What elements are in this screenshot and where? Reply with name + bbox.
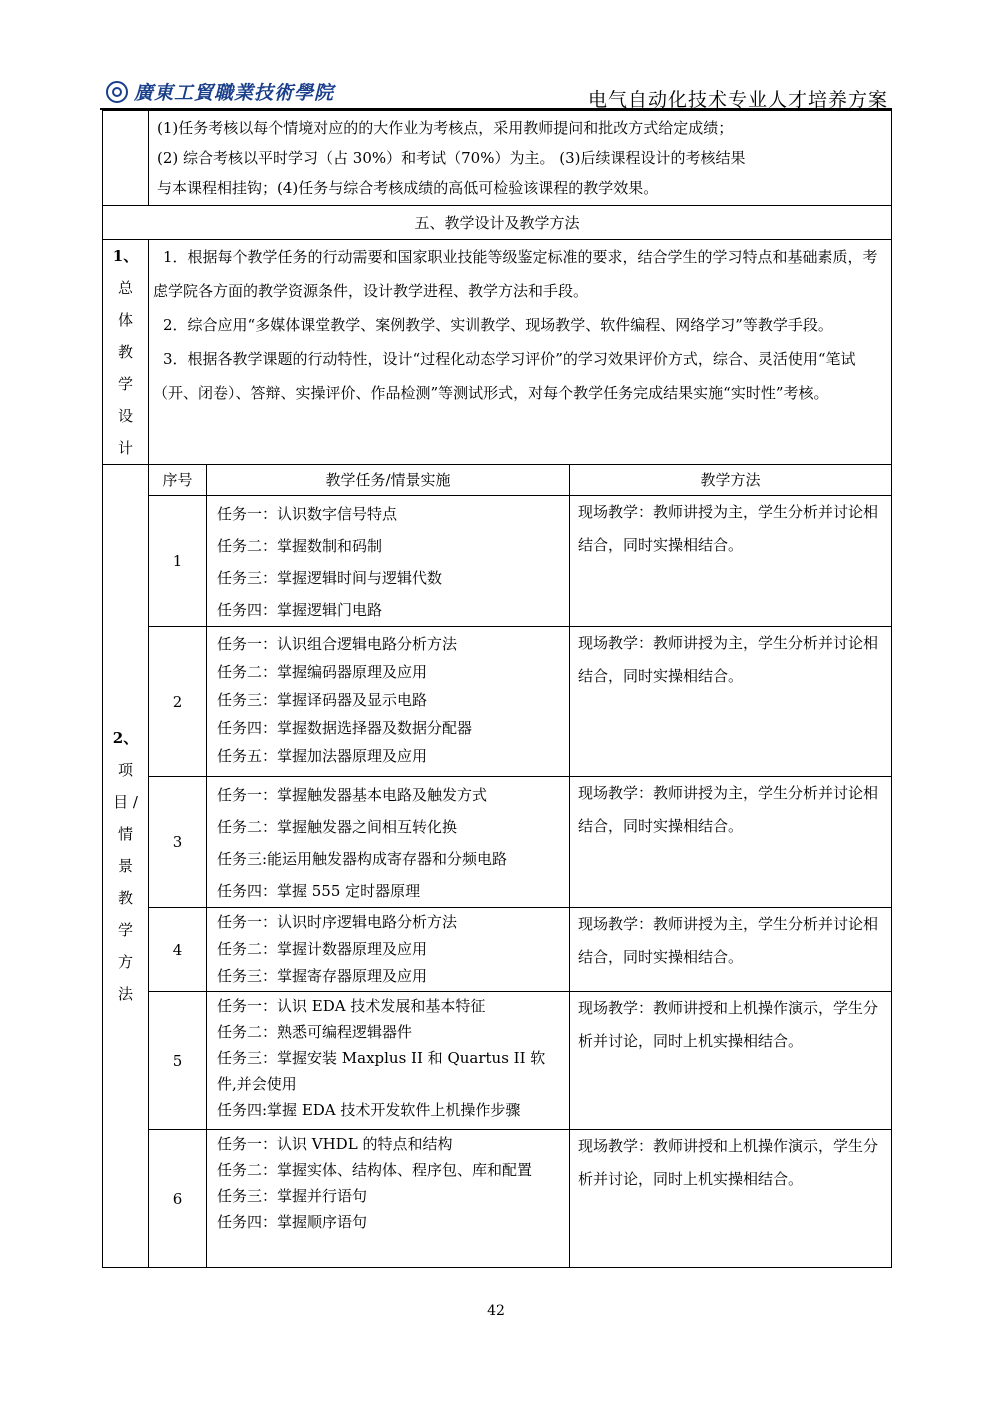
row-tasks: 任务一：认识 EDA 技术发展和基本特征 任务二：熟悉可编程逻辑器件 任务三：掌握安装 Maxplus II 和 Quartus II 软件,并会使用 任务四:掌握 EDA 技术开发软件上机操作步骤 [207, 992, 570, 1130]
header-seq: 序号 [149, 465, 207, 496]
header-tasks: 教学任务/情景实施 [207, 465, 570, 496]
page-number: 42 [487, 1303, 505, 1319]
row-method: 现场教学：教师讲授为主，学生分析并讨论相结合，同时实操相结合。 [570, 496, 892, 627]
methods-header-row [103, 465, 892, 496]
table-row [103, 1130, 892, 1268]
table-row [103, 777, 892, 908]
document-title: 电气自动化技术专业人才培养方案 [587, 89, 888, 111]
page-header [100, 72, 892, 110]
assessment-line: (2) 综合考核以平时学习（占 30%）和考试（70%）为主。 (3)后续课程设计的考核结果 [157, 149, 746, 167]
section-title: 五、教学设计及教学方法 [103, 206, 892, 240]
design-paragraph: 3．根据各教学课题的行动特性，设计“过程化动态学习评价”的学习效果评价方式，综合、灵活使用“笔试（开、闭卷）、答辩、实操评价、作品检测”等测试形式，对每个教学任务完成结果实施“实时性”考核。 [153, 350, 856, 402]
table-row [103, 496, 892, 627]
school-emblem-icon [106, 81, 128, 103]
row-seq: 6 [149, 1130, 207, 1268]
project-methods-label: 2、 项 目 / 情 景 教 学 方 法 [103, 465, 149, 1268]
row-method: 现场教学：教师讲授为主，学生分析并讨论相结合，同时实操相结合。 [570, 777, 892, 908]
school-name: 廣東工貿職業技術學院 [134, 82, 335, 104]
assessment-line: 与本课程相挂钩；(4)任务与综合考核成绩的高低可检验该课程的教学效果。 [157, 179, 659, 197]
row-seq: 2 [149, 627, 207, 777]
row-tasks: 任务一：认识 VHDL 的特点和结构 任务二：掌握实体、结构体、程序包、库和配置 任务三：掌握并行语句 任务四：掌握顺序语句 [207, 1130, 570, 1268]
header-method: 教学方法 [570, 465, 892, 496]
row-method: 现场教学：教师讲授为主，学生分析并讨论相结合，同时实操相结合。 [570, 627, 892, 777]
section-title-row [103, 206, 892, 240]
row-seq: 3 [149, 777, 207, 908]
assessment-line: (1)任务考核以每个情境对应的的大作业为考核点，采用教师提问和批改方式给定成绩； [157, 119, 734, 137]
row-method: 现场教学：教师讲授和上机操作演示，学生分析并讨论，同时上机实操相结合。 [570, 1130, 892, 1268]
assessment-row [103, 111, 892, 206]
design-paragraph: 1．根据每个教学任务的行动需要和国家职业技能等级鉴定标准的要求，结合学生的学习特点和基础素质，考虑学院各方面的教学资源条件，设计教学进程、教学方法和手段。 [153, 248, 878, 300]
row-tasks: 任务一：掌握触发器基本电路及触发方式 任务二：掌握触发器之间相互转化换 任务三:能运用触发器构成寄存器和分频电路 任务四：掌握 555 定时器原理 [207, 777, 570, 908]
row-tasks: 任务一：认识时序逻辑电路分析方法 任务二：掌握计数器原理及应用 任务三：掌握寄存器原理及应用 [207, 908, 570, 992]
row-tasks: 任务一：认识数字信号特点 任务二：掌握数制和码制 任务三：掌握逻辑时间与逻辑代数 任务四：掌握逻辑门电路 [207, 496, 570, 627]
overall-design-row [103, 240, 892, 465]
row-tasks: 任务一：认识组合逻辑电路分析方法 任务二：掌握编码器原理及应用 任务三：掌握译码器及显示电路 任务四：掌握数据选择器及数据分配器 任务五：掌握加法器原理及应用 [207, 627, 570, 777]
row-seq: 5 [149, 992, 207, 1130]
row-seq: 4 [149, 908, 207, 992]
row-method: 现场教学：教师讲授和上机操作演示，学生分析并讨论，同时上机实操相结合。 [570, 992, 892, 1130]
assessment-text [149, 111, 892, 206]
row-seq: 1 [149, 496, 207, 627]
row-method: 现场教学：教师讲授为主，学生分析并讨论相结合，同时实操相结合。 [570, 908, 892, 992]
assessment-label-cell [103, 111, 149, 206]
table-row [103, 627, 892, 777]
overall-design-label: 1、 总 体 教 学 设 计 [103, 240, 149, 465]
overall-design-text [149, 240, 892, 465]
design-paragraph: 2．综合应用“多媒体课堂教学、案例教学、实训教学、现场教学、软件编程、网络学习”等教学手段。 [163, 316, 833, 334]
curriculum-table [102, 110, 892, 1268]
table-row [103, 908, 892, 992]
table-row [103, 992, 892, 1130]
school-logo [106, 78, 334, 105]
